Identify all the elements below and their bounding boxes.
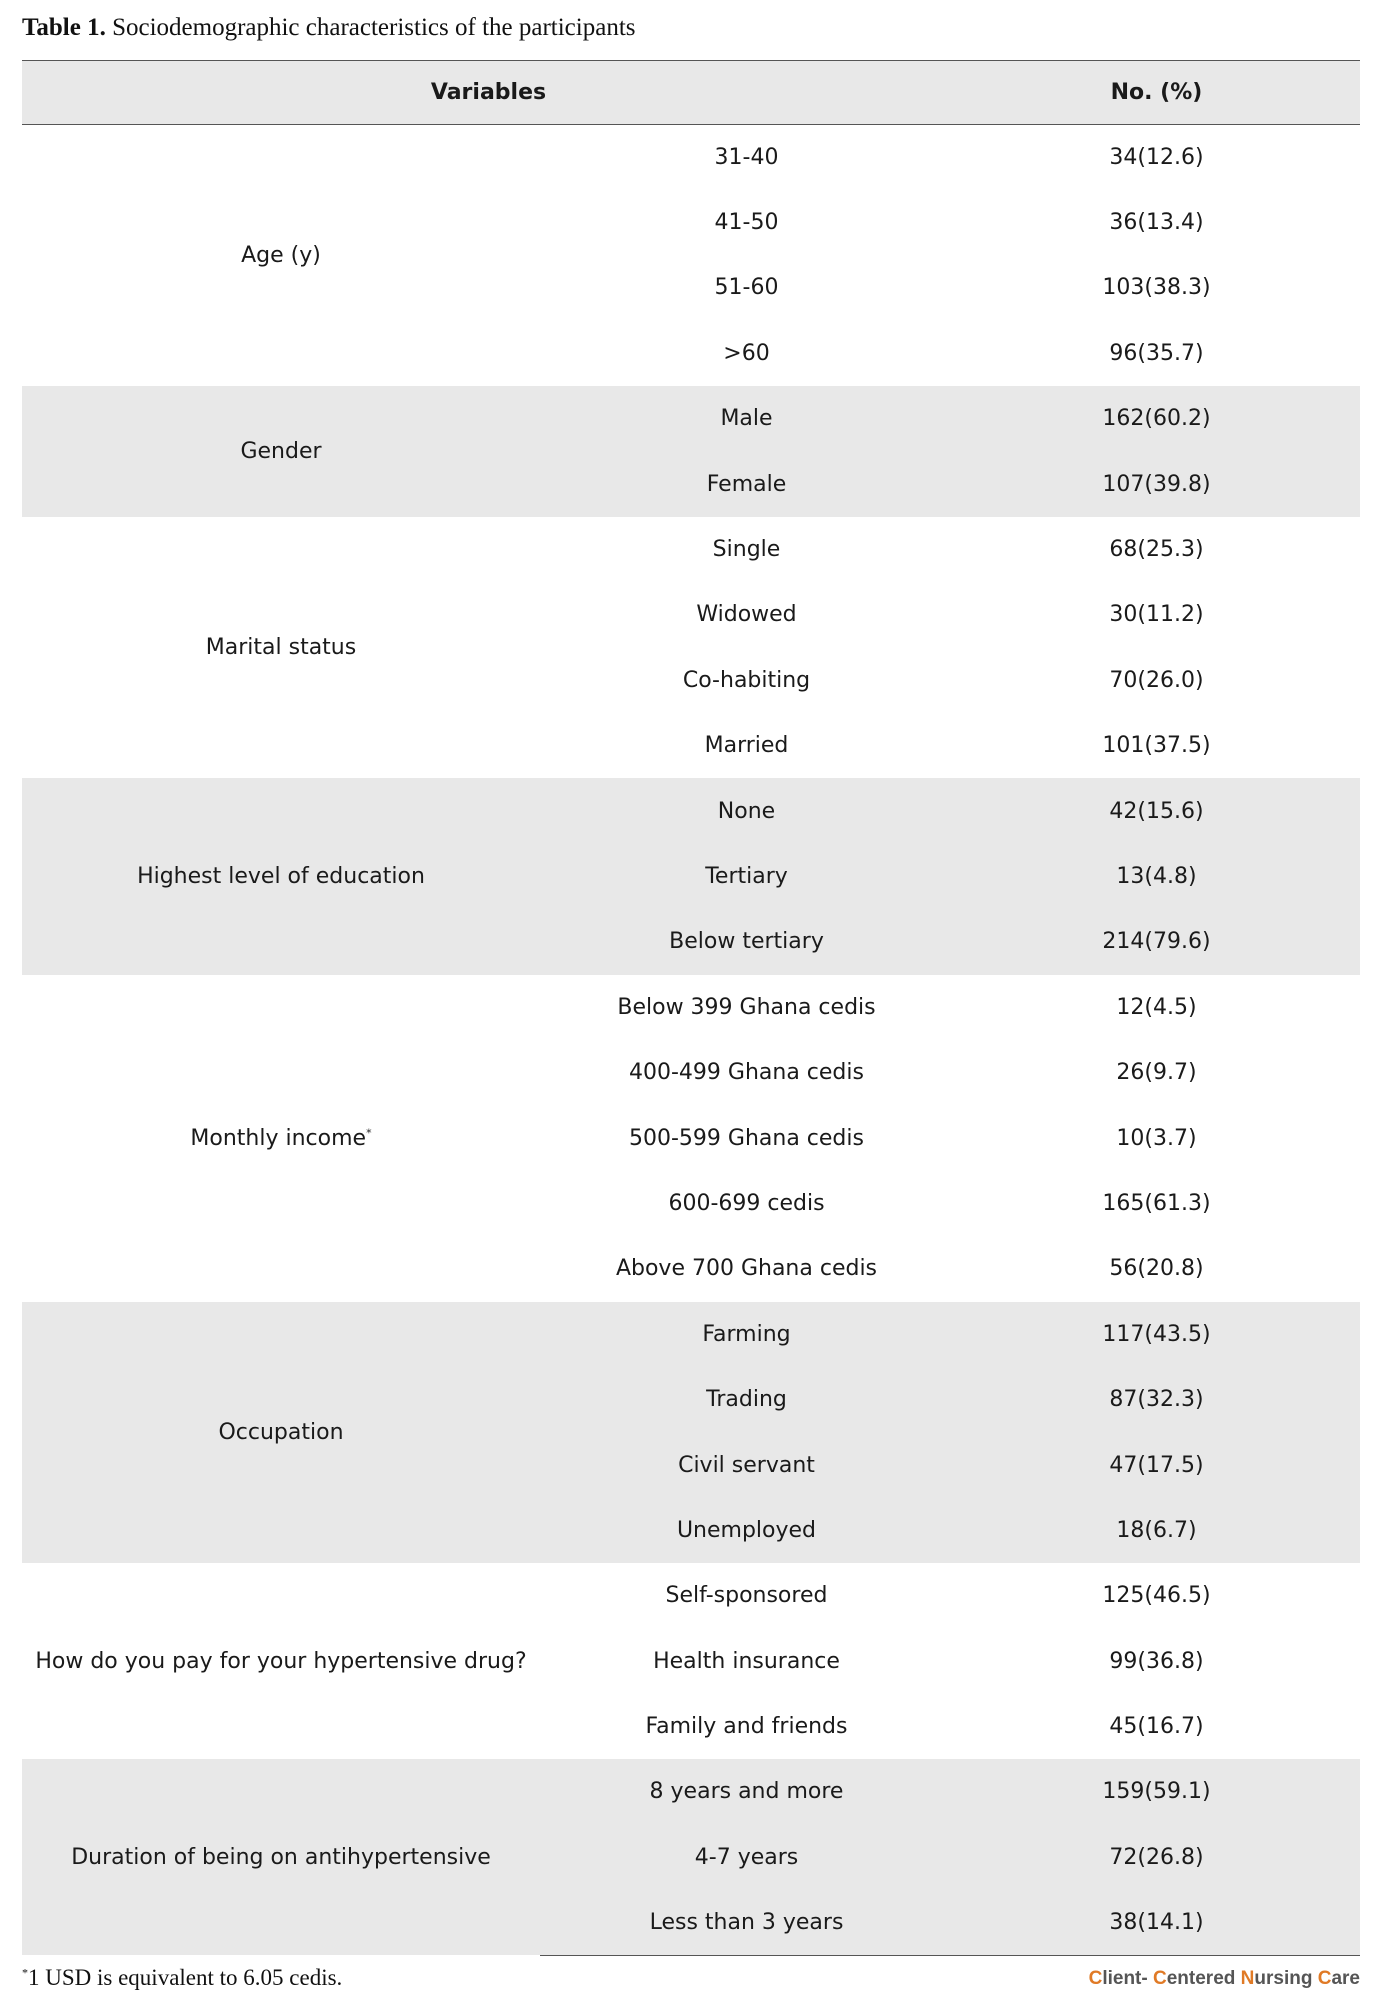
variable-label: How do you pay for your hypertensive drug?: [35, 1648, 527, 1674]
category-cell: 41-50: [714, 210, 779, 236]
variable-name: [22, 1302, 540, 1564]
value-cell: 159(59.1): [953, 1759, 1360, 1824]
category-cell: Family and friends: [645, 1714, 848, 1740]
journal-initial: C: [1153, 1968, 1167, 1989]
category-cell: 31-40: [714, 144, 779, 170]
table-row: [22, 1302, 1360, 1367]
category-cell: Below 399 Ghana cedis: [617, 994, 876, 1020]
category-cell: 4-7 years: [540, 1825, 953, 1890]
header-no-percent: No. (%): [953, 61, 1360, 125]
table-row: [22, 517, 1360, 582]
footnote-marker: *: [366, 1126, 372, 1140]
value-cell: 56(20.8): [1109, 1256, 1204, 1282]
category-cell: Health insurance: [653, 1648, 840, 1674]
category-cell: Unemployed: [540, 1498, 953, 1563]
variable-label: Highest level of education: [137, 863, 425, 889]
variable-label: Duration of being on antihypertensive: [71, 1844, 491, 1870]
journal-word: lient-: [1102, 1968, 1153, 1989]
category-cell: Above 700 Ghana cedis: [615, 1256, 878, 1282]
value-cell: 70(26.0): [1109, 667, 1204, 693]
table-caption: [22, 14, 636, 42]
value-cell: 117(43.5): [953, 1302, 1360, 1367]
variable-name: [22, 125, 540, 387]
variable-group: [22, 517, 1360, 779]
category-cell: Tertiary: [540, 844, 953, 909]
value-cell: 38(14.1): [953, 1890, 1360, 1955]
variable-group: [22, 975, 1360, 1302]
table-row: [22, 386, 1360, 451]
variable-group: [22, 1759, 1360, 1955]
table-header: [22, 61, 1360, 125]
category-cell: Civil servant: [540, 1432, 953, 1497]
value-cell: 30(11.2): [1109, 602, 1204, 628]
journal-word: are: [1331, 1968, 1360, 1989]
variable-label: Monthly income: [190, 1125, 367, 1151]
variable-label: Occupation: [218, 1419, 344, 1445]
value-cell: 162(60.2): [953, 386, 1360, 451]
value-cell: 45(16.7): [1109, 1714, 1204, 1740]
category-cell: Farming: [540, 1302, 953, 1367]
table-row: [22, 1759, 1360, 1824]
value-cell: 87(32.3): [953, 1367, 1360, 1432]
value-cell: 68(25.3): [1109, 537, 1204, 563]
value-cell: 34(12.6): [1109, 144, 1204, 170]
category-cell: 600-699 cedis: [668, 1190, 825, 1216]
value-cell: 107(39.8): [953, 451, 1360, 516]
header-row: [22, 61, 1360, 125]
sociodemographic-table: [22, 60, 1360, 1956]
journal-initial: C: [1317, 1968, 1332, 1989]
category-cell: 500-599 Ghana cedis: [629, 1125, 864, 1151]
category-cell: 8 years and more: [540, 1759, 953, 1824]
table-row: [22, 1563, 1360, 1628]
value-cell: 42(15.6): [953, 778, 1360, 843]
value-cell: 103(38.3): [1102, 275, 1211, 301]
footnote: [22, 1965, 342, 1991]
category-cell: >60: [723, 340, 770, 366]
variable-name: [22, 975, 540, 1302]
value-cell: 26(9.7): [1116, 1060, 1197, 1086]
value-cell: 101(37.5): [1102, 733, 1211, 759]
variable-name: [22, 1563, 540, 1759]
journal-name: [1089, 1968, 1360, 1990]
category-cell: Self-sponsored: [665, 1583, 828, 1609]
value-cell: 125(46.5): [1102, 1583, 1211, 1609]
footnote-marker: *: [22, 1965, 28, 1980]
variable-label: Marital status: [205, 635, 357, 661]
value-cell: 36(13.4): [1109, 210, 1204, 236]
variable-label: Gender: [240, 438, 322, 464]
category-cell: Co-habiting: [682, 667, 811, 693]
category-cell: Single: [712, 537, 781, 563]
variable-group: [22, 125, 1360, 387]
variable-group: [22, 1302, 1360, 1564]
category-cell: 51-60: [714, 275, 779, 301]
category-cell: Widowed: [696, 602, 797, 628]
variable-group: [22, 1563, 1360, 1759]
table-row: [22, 975, 1360, 1040]
table-row: [22, 778, 1360, 843]
variable-name: [22, 386, 540, 517]
category-cell: Less than 3 years: [540, 1890, 953, 1955]
table-title: Sociodemographic characteristics of the participants: [112, 14, 636, 41]
table-label: Table 1.: [22, 14, 106, 41]
variable-name: [22, 778, 540, 974]
variable-name: [22, 517, 540, 779]
variable-group: [22, 386, 1360, 517]
variable-name: [22, 1759, 540, 1955]
value-cell: 12(4.5): [1116, 994, 1197, 1020]
value-cell: 214(79.6): [953, 909, 1360, 974]
table-row: [22, 125, 1360, 190]
category-cell: 400-499 Ghana cedis: [629, 1060, 864, 1086]
category-cell: None: [540, 778, 953, 843]
category-cell: Below tertiary: [540, 909, 953, 974]
category-cell: Female: [540, 451, 953, 516]
category-cell: Trading: [540, 1367, 953, 1432]
value-cell: 47(17.5): [953, 1432, 1360, 1497]
value-cell: 13(4.8): [953, 844, 1360, 909]
value-cell: 18(6.7): [953, 1498, 1360, 1563]
variable-label: Age (y): [241, 243, 321, 269]
value-cell: 72(26.8): [953, 1825, 1360, 1890]
journal-initial: C: [1088, 1968, 1103, 1989]
journal-word: entered: [1166, 1968, 1241, 1989]
category-cell: Married: [704, 733, 789, 759]
value-cell: 165(61.3): [1102, 1190, 1211, 1216]
value-cell: 10(3.7): [1116, 1125, 1197, 1151]
variable-group: [22, 778, 1360, 974]
category-cell: Male: [540, 386, 953, 451]
footnote-text: 1 USD is equivalent to 6.05 cedis.: [28, 1965, 343, 1990]
value-cell: 99(36.8): [1109, 1648, 1204, 1674]
journal-word: ursing: [1254, 1968, 1318, 1989]
journal-initial: N: [1240, 1968, 1255, 1989]
header-variables: Variables: [22, 61, 953, 125]
value-cell: 96(35.7): [1109, 340, 1204, 366]
